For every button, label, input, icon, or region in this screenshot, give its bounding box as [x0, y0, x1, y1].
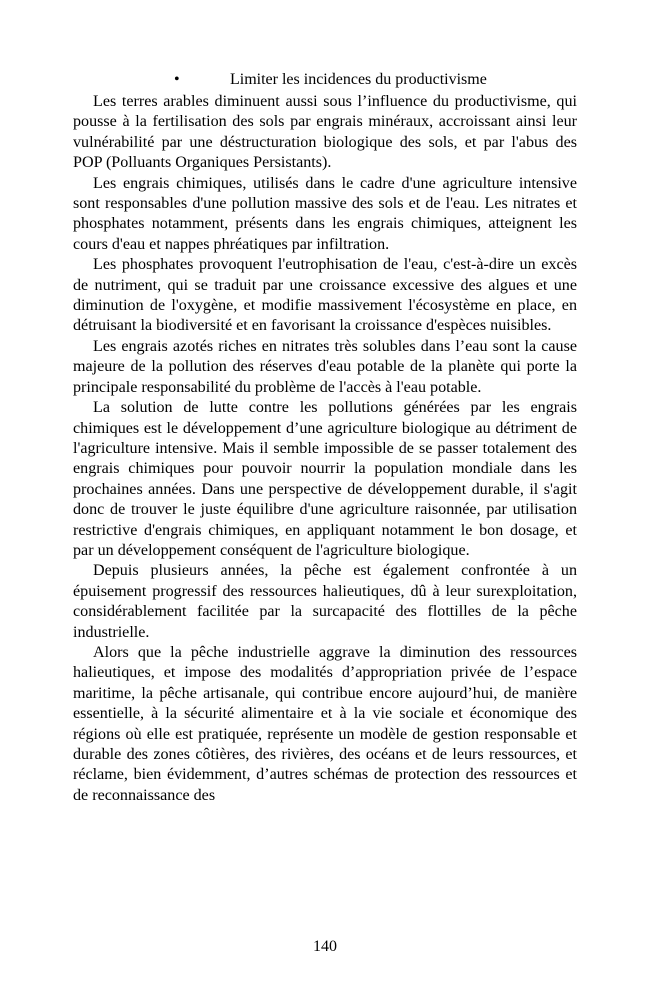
bullet-icon: • — [174, 71, 180, 88]
bullet-heading — [73, 70, 577, 90]
page-number: 140 — [313, 938, 337, 955]
page-body — [73, 70, 577, 806]
paragraph-peche-artisanale: Alors que la pêche industrielle aggrave la diminution des ressources halieutiques, et impose des modalités d’appropriation privée de l’espace maritime, la pêche artisanale, qui contribue encore aujourd’hui, de manière essentielle, à la sécurité alimentaire et à la vie sociale et économique des régions où elle est pratiquée, représente un modèle de gestion responsable et durable des zones côtières, des rivières, des océans et de leurs ressources, et réclame, bien évidemment, d’autres schémas de protection des ressources et de reconnaissance des — [73, 643, 577, 804]
heading-text: Limiter les incidences du productivisme — [230, 71, 487, 88]
paragraph-solution: La solution de lutte contre les pollutions générées par les engrais chimiques est le développement d’une agriculture biologique au détriment de l'agriculture intensive. Mais il semble impossible de se passer totalement des engrais chimiques pour pouvoir nourrir la population mondiale dans les prochaines années. Dans une perspective de développement durable, il s'agit donc de trouver le juste équilibre d'une agriculture raisonnée, par utilisation restrictive d'engrais chimiques, en appliquant notamment le bon dosage, et par un développement conséquent de l'agriculture biologique. — [73, 399, 577, 559]
paragraph-phosphates: Les phosphates provoquent l'eutrophisation de l'eau, c'est-à-dire un excès de nutriment, qui se traduit par une croissance excessive des algues et une diminution de l'oxygène, et modifie massivement l'écosystème en place, en détruisant la biodiversité et en favorisant la croissance d'espèces nuisibles. — [73, 256, 577, 335]
paragraph-terres-arables: Les terres arables diminuent aussi sous l’influence du productivisme, qui pousse à la fertilisation des sols par engrais minéraux, accroissant ainsi leur vulnérabilité par une déstructuration biologique des sols, et par l'abus des POP (Polluants Organiques Persistants). — [73, 93, 577, 172]
paragraph-peche: Depuis plusieurs années, la pêche est également confrontée à un épuisement progressif des ressources halieutiques, dû à leur surexploitation, considérablement facilitée par la surcapacité des flottilles de la pêche industrielle. — [73, 562, 577, 641]
paragraph-engrais-azotes: Les engrais azotés riches en nitrates très solubles dans l’eau sont la cause majeure de la pollution des réserves d'eau potable de la planète qui porte la principale responsabilité du problème de l'accès à l'eau potable. — [73, 337, 577, 396]
paragraph-engrais-chimiques: Les engrais chimiques, utilisés dans le cadre d'une agriculture intensive sont responsables d'une pollution massive des sols et de l'eau. Les nitrates et phosphates notamment, présents dans les engrais chimiques, atteignent les cours d'eau et nappes phréatiques par infiltration. — [73, 174, 577, 253]
